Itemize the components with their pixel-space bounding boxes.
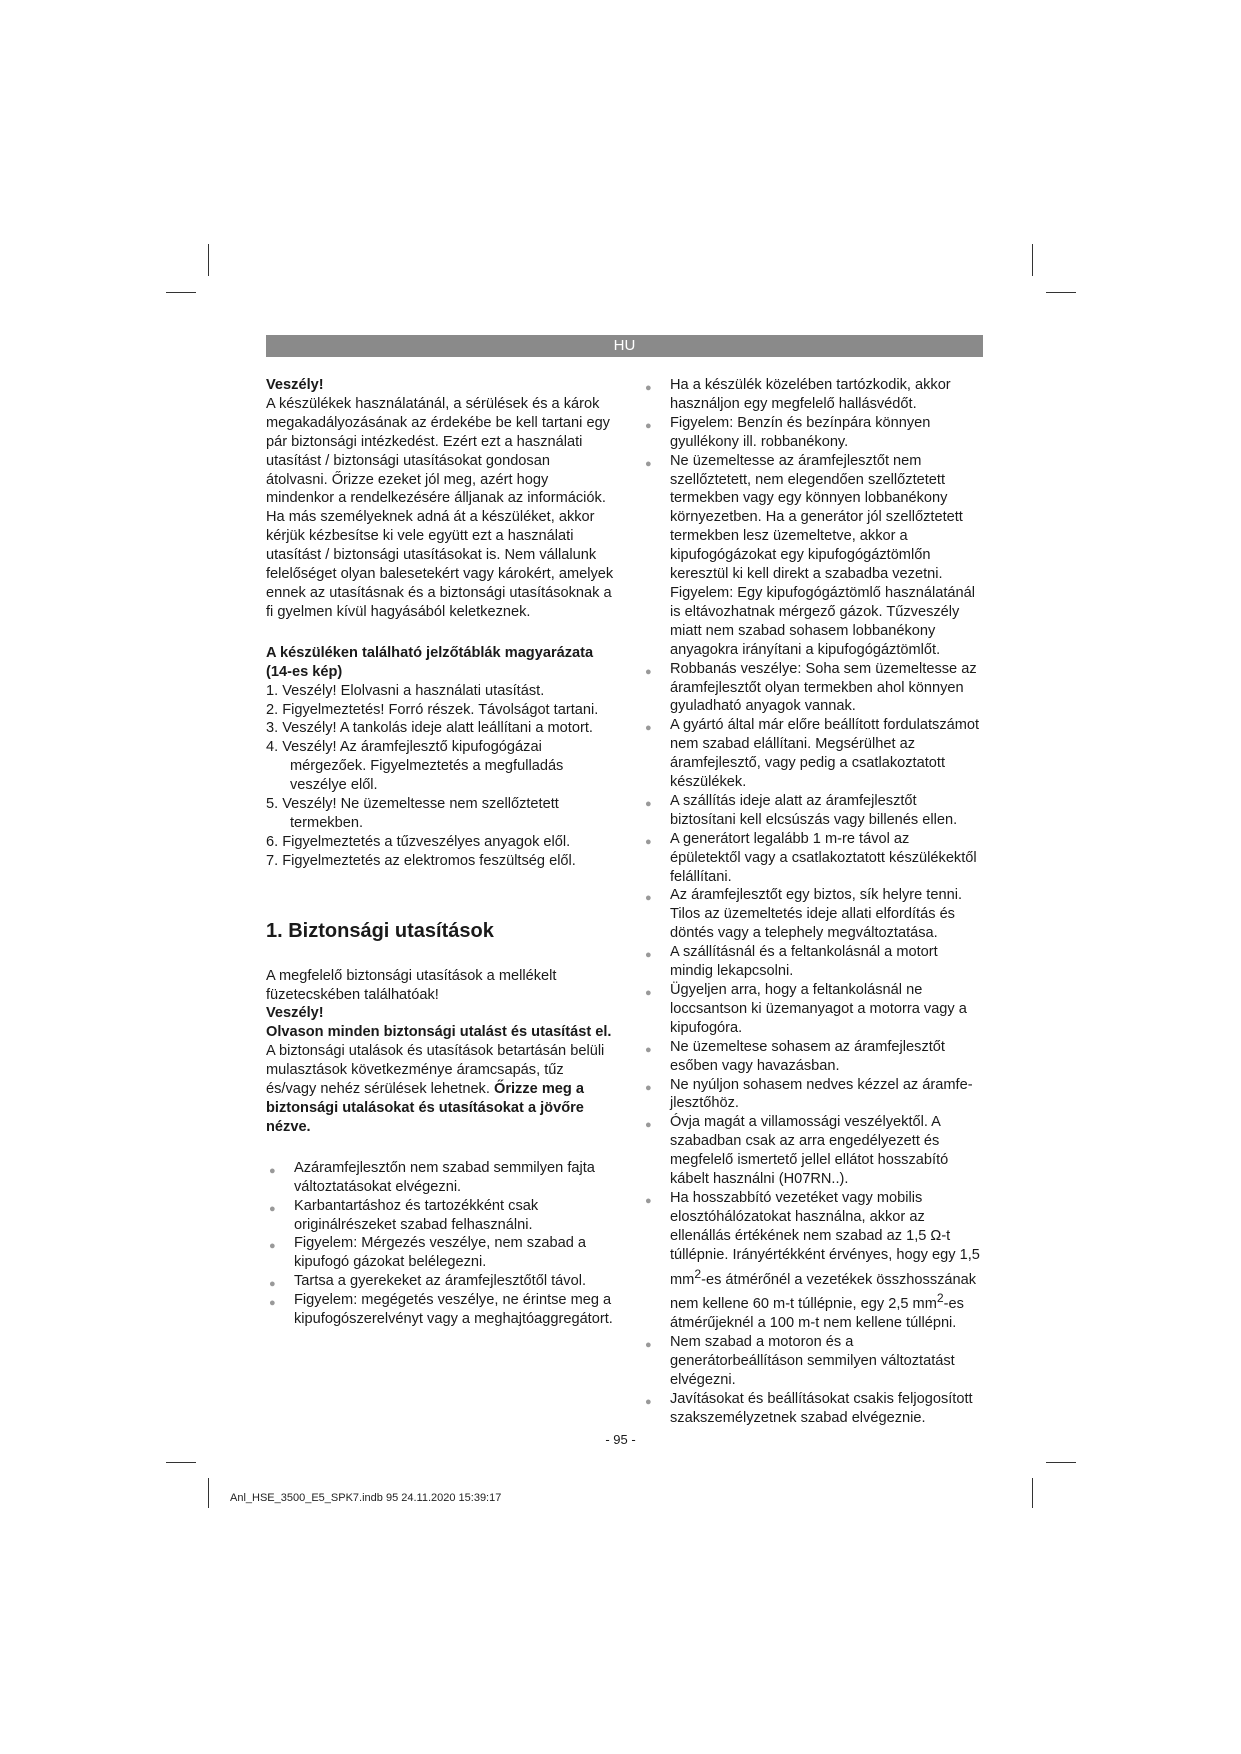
- crop-mark: [166, 1462, 196, 1463]
- list-item: 1. Veszély! Elolvasni a használati utasítást.: [266, 682, 545, 699]
- list-item: ● Ne nyúljon sohasem nedves kézzel az áramfe-jlesztőhöz.: [645, 1076, 973, 1112]
- bullet-icon: ●: [645, 382, 652, 394]
- bullet-icon: ●: [645, 1043, 652, 1056]
- crop-mark: [1032, 1478, 1033, 1508]
- read-all-text: A biztonsági utalások és utasítások betartásán belüli mulasztások következménye áramcsapás, tűz és/vagy nehéz sérülések lehetnek.: [266, 1043, 605, 1098]
- list-item: 7. Figyelmeztetés az elektromos feszültség elől.: [266, 852, 576, 869]
- crop-mark: [208, 244, 209, 276]
- list-item: ● Az áramfejlesztőt egy biztos, sík helyre tenni. Tilos az üzemeltetés ideje allati elfordítás és döntés vagy a telephely megváltoztatása.: [645, 887, 963, 942]
- crop-mark: [1046, 292, 1076, 293]
- bullet-icon: ●: [269, 1202, 276, 1215]
- bullet-icon: ●: [645, 1119, 652, 1132]
- intro-paragraph: A készülékek használatánál, a sérülések és a károk megakadályozásának az érdekébe be kell tartani egy pár biztonsági intézkedést. Ezért ezt a használati utasítást / biztonsági utasításokat gondosan átolvasni. Őrizze ezeket jól meg, azért hogy mindenkor a rendelkezésére álljanak az információk. Ha más személyeknek adná át a készüléket, akkor kérjük kézbesítse ki vele együtt ezt a használati utasítást / biztonsági utasításokat is. Nem vállalunk felelőséget olyan balesetekért vagy károkért, amelyek ennek az utasításnak és a biztonsági utasításoknak a fi gyelmen kívül hagyásából keletkeznek.: [266, 395, 614, 620]
- list-item: ● Figyelem: Mérgezés veszélye, nem szabad a kipufogó gázokat belélegezni.: [269, 1235, 587, 1271]
- page-number: - 95 -: [605, 1432, 636, 1447]
- list-item: ● A szállításnál és a feltankolásnál a motort mindig lekapcsolni.: [645, 944, 938, 980]
- list-item: ● Azáramfejlesztőn nem szabad semmilyen fajta változtatásokat elvégezni.: [269, 1159, 595, 1195]
- bullet-icon: ●: [645, 987, 652, 999]
- safety-bullets-right: [642, 376, 982, 1428]
- bullet-icon: ●: [645, 949, 652, 962]
- bullet-icon: ●: [269, 1297, 276, 1310]
- list-item: 6. Figyelmeztetés a tűzveszélyes anyagok elől.: [266, 833, 571, 850]
- list-item: 4. Veszély! Az áramfejlesztő kipufogógázai mérgezőek. Figyelmeztetés a megfulladás veszélye elől.: [266, 739, 564, 794]
- bullet-icon: ●: [645, 835, 652, 848]
- bullet-icon: ●: [645, 1081, 652, 1094]
- bullet-icon: ●: [645, 457, 652, 470]
- bullet-icon: ●: [269, 1278, 276, 1291]
- section-intro: A megfelelő biztonsági utasítások a mellékelt füzetecskében találhatóak!: [266, 967, 557, 1003]
- read-all-paragraph: [266, 1023, 614, 1136]
- bullet-icon: ●: [645, 419, 652, 432]
- list-item: ● Figyelem: megégetés veszélye, ne érintse meg a kipufogószerelvényt vagy a meghajtóaggregátort.: [269, 1292, 613, 1328]
- list-item: ● A gyártó által már előre beállított fordulatszámot nem szabad elállítani. Megsérülhet az áramfejlesztő, vagy pedig a csatlakoztatott készülékek.: [645, 717, 980, 791]
- list-item: 3. Veszély! A tankolás ideje alatt leállítani a motort.: [266, 720, 593, 737]
- crop-mark: [1032, 244, 1033, 276]
- left-column: [266, 376, 614, 1329]
- bullet-icon: ●: [645, 892, 652, 905]
- list-item: ● Figyelem: Benzín és bezínpára könnyen gyullékony ill. robbanékony.: [645, 414, 931, 450]
- bullet-icon: ●: [269, 1164, 276, 1177]
- crop-mark: [208, 1478, 209, 1508]
- list-item: 5. Veszély! Ne üzemeltesse nem szellőztetett termekben.: [266, 796, 559, 831]
- list-item: ● Karbantartáshoz és tartozékként csak originálrészeket szabad felhasználni.: [269, 1197, 539, 1233]
- list-item: ● Ne üzemeltesse az áramfejlesztőt nem szellőztetett, nem elegendően szellőztetett termekben vagy egy könnyen lobbanékony környezetben. Ha a generátor jól szellőztetett termekben lesz üzemeltetve, akkor a kipufogógázokat egy kipufogógáztömlőn keresztül ki kell direkt a szabadba vezetni. Figyelem: Egy kipufogógáztömlő használatánál is eltávozhatnak mérgező gázok. Tűzveszély miatt nem szabad sohasem lobbanékony anyagokra irányítani a kipufogógáztömlőt.: [645, 452, 976, 658]
- bullet-icon: ●: [269, 1240, 276, 1253]
- crop-mark: [166, 292, 196, 293]
- crop-mark: [1046, 1462, 1076, 1463]
- list-item: ● Óvja magát a villamossági veszélyektől. A szabadban csak az arra engedélyezett és megfelelő ismertető jellel ellátot hosszabító kábelt használni (H07RN..).: [645, 1114, 949, 1188]
- list-item: ● A generátort legalább 1 m-re távol az épületektől vagy a csatlakoztatott készülékektől felállítani.: [645, 830, 977, 885]
- section-heading: 1. Biztonsági utasítások: [266, 919, 494, 942]
- list-item: 2. Figyelmeztetés! Forró részek. Távolságot tartani.: [266, 701, 599, 718]
- read-all-bold: Olvason minden biztonsági utalást és utasítást el.: [266, 1024, 612, 1041]
- signs-list: [266, 682, 614, 871]
- keep-instructions-bold: Őrizze meg a biztonsági utalásokat és utasításokat a jövőre nézve.: [266, 1081, 584, 1135]
- bullet-icon: ●: [645, 1395, 652, 1408]
- danger-title: Veszély!: [266, 377, 324, 393]
- safety-bullets-left: [266, 1159, 614, 1329]
- bullet-icon: ●: [645, 797, 652, 810]
- signs-title: A készüléken található jelzőtáblák magyarázata (14-es kép): [266, 644, 594, 680]
- list-item: ● A szállítás ideje alatt az áramfejlesztőt biztosítani kell elcsúszás vagy billenés ellen.: [645, 792, 958, 828]
- list-item: ● Ha a készülék közelében tartózkodik, akkor használjon egy megfelelő hallásvédőt.: [645, 377, 951, 412]
- list-item: ● Ne üzemeltese sohasem az áramfejlesztőt esőben vagy havazásban.: [645, 1038, 945, 1074]
- bullet-icon: ●: [645, 1339, 652, 1352]
- list-item: ● Robbanás veszélye: Soha sem üzemeltesse az áramfejlesztőt olyan termekben ahol könnyen gyuladható anyagok vannak.: [645, 660, 977, 715]
- list-item: ● Ügyeljen arra, hogy a feltankolásnál ne loccsantson ki üzemanyagot a motorra vagy a kipufogóra.: [645, 982, 967, 1036]
- print-footer: Anl_HSE_3500_E5_SPK7.indb 95 24.11.2020 15:39:17: [230, 1492, 502, 1504]
- bullet-icon: ●: [645, 665, 652, 678]
- right-column: [642, 376, 982, 1428]
- danger-title-2: Veszély!: [266, 1005, 324, 1022]
- bullet-icon: ●: [645, 1194, 652, 1207]
- list-item: ● Javításokat és beállításokat csakis feljogosított szakszemélyzetnek szabad elvégeznie.: [645, 1390, 973, 1426]
- bullet-icon: ●: [645, 722, 652, 735]
- list-item: ● Tartsa a gyerekeket az áramfejlesztőtől távol.: [266, 1272, 614, 1291]
- language-tab: HU: [266, 335, 983, 357]
- list-item: ● Nem szabad a motoron és a generátorbeállításon semmilyen változtatást elvégezni.: [645, 1334, 955, 1388]
- list-item: ● Ha hosszabbító vezetéket vagy mobilis elosztóhálózatokat használna, akkor az ellenállás értékének nem szabad az 1,5 Ω-t túllépnie. Irányértékként érvényes, hogy egy 1,5 $mm^2-es$ átmérőnél a vezetékek összhosszának nem kellene 60 m-t túllépnie, egy 2,5 $mm^2-es$ átmérűjeknél a 100 m-t nem kellene túllépni.: [645, 1189, 980, 1332]
